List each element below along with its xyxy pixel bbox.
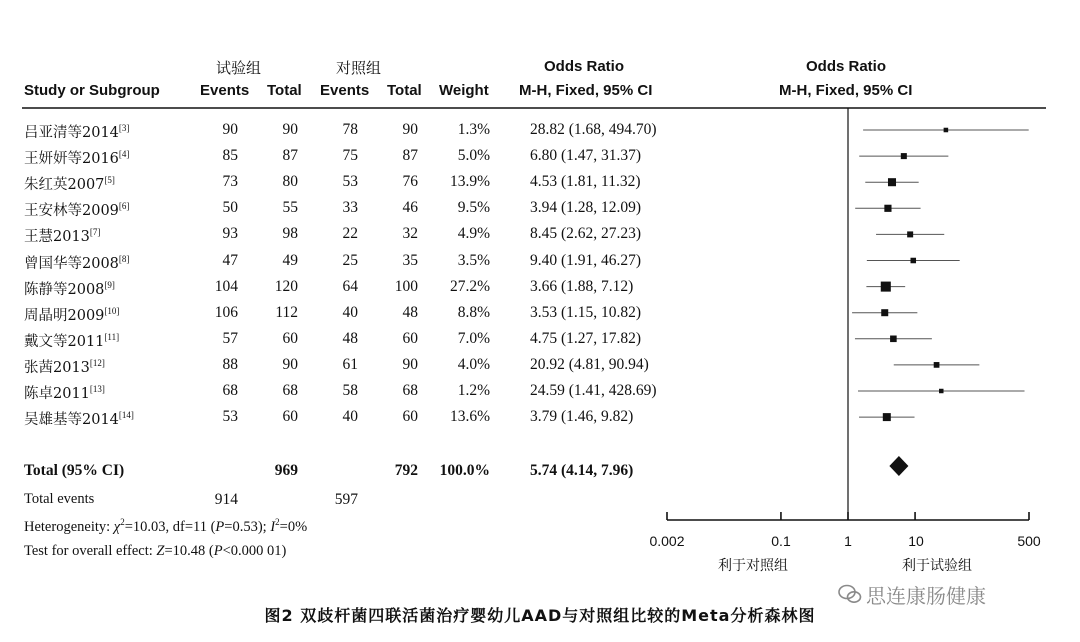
total-events-label: Total events <box>24 491 95 507</box>
total-label: Total (95% CI) <box>24 462 125 479</box>
study-point-estimate <box>888 178 896 186</box>
ctrl-events-header: Events <box>320 82 370 99</box>
weight-cell: 7.0% <box>457 330 490 347</box>
weight-cell: 5.0% <box>457 147 490 164</box>
ctrl-events-cell: 25 <box>342 252 358 269</box>
study-point-estimate <box>934 362 940 368</box>
weight-cell: 3.5% <box>457 252 490 269</box>
study-point-estimate <box>944 128 949 133</box>
exp-events-cell: 106 <box>214 304 238 321</box>
exp-events-cell: 47 <box>222 252 238 269</box>
weight-header: Weight <box>439 82 489 99</box>
tick-label-10: 10 <box>908 533 924 549</box>
favours-control-label: 利于对照组 <box>718 558 788 574</box>
study-reference: [12] <box>89 358 105 368</box>
ctrl-events-cell: 64 <box>342 278 358 295</box>
study-reference: [14] <box>118 410 134 420</box>
ctrl-total-header: Total <box>387 82 422 99</box>
study-reference: [9] <box>104 280 115 290</box>
weight-cell: 13.9% <box>449 173 490 190</box>
exp-total-cell: 90 <box>282 121 298 138</box>
odds-ratio-title-right: Odds Ratio <box>806 58 887 75</box>
study-point-estimate <box>901 153 907 159</box>
weight-cell: 27.2% <box>449 278 490 295</box>
or-ci-text-cell: 24.59 (1.41, 428.69) <box>530 382 657 399</box>
study-name-text: 周晶明2009 <box>24 308 105 324</box>
exp-total-cell: 60 <box>282 408 298 425</box>
or-ci-text-cell: 3.94 (1.28, 12.09) <box>530 199 642 216</box>
or-ci-text-cell: 28.82 (1.68, 494.70) <box>530 121 657 138</box>
study-reference: [5] <box>104 175 115 185</box>
exp-events-cell: 73 <box>222 173 238 190</box>
exp-events-header: Events <box>200 82 250 99</box>
tick-label-0.1: 0.1 <box>771 533 791 549</box>
ctrl-events-cell: 40 <box>342 408 358 425</box>
exp-total-cell: 98 <box>282 225 298 242</box>
ctrl-events-cell: 78 <box>342 121 358 138</box>
study-point-estimate <box>881 309 888 316</box>
weight-cell: 8.8% <box>457 304 490 321</box>
or-ci-text-cell: 3.79 (1.46, 9.82) <box>530 408 634 425</box>
ctrl-total-cell: 35 <box>402 252 418 269</box>
ctrl-events-cell: 75 <box>342 147 358 164</box>
study-point-estimate <box>890 336 897 343</box>
heterogeneity-text: Heterogeneity: $\chi^2=10.03$, df=11 (P=0.53); $I^2=0\%$ <box>24 517 308 535</box>
or-ci-text-cell: 3.66 (1.88, 7.12) <box>530 278 634 295</box>
ctrl-total-cell: 60 <box>402 408 418 425</box>
or-ci-text-cell: 6.80 (1.47, 31.37) <box>530 147 642 164</box>
study-reference: [7] <box>89 227 101 237</box>
experimental-group-header: 试验组 <box>216 59 262 77</box>
ctrl-total-cell: 76 <box>402 173 418 190</box>
study-name-text: 朱红英2007 <box>24 177 105 193</box>
ctrl-total-cell: 46 <box>402 199 418 216</box>
study-name-text: 王慧2013 <box>24 229 90 245</box>
exp-total-cell: 55 <box>282 199 298 216</box>
total-exp-total: 969 <box>274 462 298 479</box>
study-name-text: 王妍妍等2016 <box>24 151 119 167</box>
ctrl-events-cell: 53 <box>342 173 358 190</box>
exp-total-cell: 120 <box>274 278 298 295</box>
exp-total-cell: 90 <box>282 356 298 373</box>
ctrl-total-cell: 60 <box>402 330 418 347</box>
overall-effect-text: Test for overall effect: Z=10.48 (P<0.000 01) <box>24 543 287 559</box>
study-point-estimate <box>939 389 943 393</box>
study-reference: [13] <box>89 384 105 394</box>
or-ci-text-cell: 4.53 (1.81, 11.32) <box>530 173 641 190</box>
study-reference: [11] <box>104 332 120 342</box>
study-point-estimate <box>907 231 913 237</box>
ctrl-events-cell: 22 <box>342 225 358 242</box>
ctrl-total-cell: 87 <box>402 147 418 164</box>
total-events-exp: 914 <box>214 491 238 508</box>
tick-label-0.002: 0.002 <box>649 533 685 549</box>
watermark-text: 思连康肠健康 <box>866 584 986 608</box>
study-name-text: 陈卓2011 <box>24 386 90 402</box>
study-reference: [8] <box>118 254 130 264</box>
weight-cell: 13.6% <box>449 408 490 425</box>
favours-experimental-label: 利于试验组 <box>902 558 972 574</box>
weight-cell: 1.3% <box>457 121 490 138</box>
exp-events-cell: 88 <box>222 356 238 373</box>
wechat-icon <box>838 584 862 604</box>
exp-total-cell: 87 <box>282 147 298 164</box>
study-point-estimate <box>883 413 891 421</box>
total-ci-text: 5.74 (4.14, 7.96) <box>530 462 634 479</box>
exp-events-cell: 57 <box>222 330 238 347</box>
total-events-ctrl: 597 <box>334 491 358 508</box>
weight-cell: 4.0% <box>457 356 490 373</box>
weight-cell: 1.2% <box>457 382 490 399</box>
exp-total-cell: 68 <box>282 382 298 399</box>
exp-events-cell: 85 <box>222 147 238 164</box>
tick-label-500: 500 <box>1017 533 1041 549</box>
study-name-text: 吕亚清等2014 <box>24 125 119 141</box>
tick-label-1: 1 <box>844 533 852 549</box>
exp-events-cell: 53 <box>222 408 238 425</box>
study-reference: [3] <box>118 123 130 133</box>
total-weight: 100.0% <box>439 462 490 479</box>
study-name-text: 张茜2013 <box>24 360 90 376</box>
ctrl-total-cell: 68 <box>402 382 418 399</box>
ctrl-total-cell: 32 <box>402 225 418 242</box>
exp-events-cell: 90 <box>222 121 238 138</box>
total-ctrl-total: 792 <box>394 462 418 479</box>
exp-total-cell: 60 <box>282 330 298 347</box>
ctrl-events-cell: 61 <box>342 356 358 373</box>
exp-total-header: Total <box>267 82 302 99</box>
study-name-text: 王安林等2009 <box>24 203 119 219</box>
study-point-estimate <box>884 205 891 212</box>
exp-events-cell: 104 <box>214 278 238 295</box>
study-reference: [4] <box>118 149 130 159</box>
or-ci-text-cell: 3.53 (1.15, 10.82) <box>530 304 642 321</box>
study-point-estimate <box>881 282 891 292</box>
odds-ratio-title-left: Odds Ratio <box>544 58 625 75</box>
exp-total-cell: 80 <box>282 173 298 190</box>
ctrl-total-cell: 90 <box>402 356 418 373</box>
study-reference: [6] <box>118 201 130 211</box>
pooled-estimate-diamond <box>889 456 908 476</box>
ctrl-total-cell: 100 <box>394 278 418 295</box>
or-ci-text-cell: 4.75 (1.27, 17.82) <box>530 330 642 347</box>
ctrl-total-cell: 90 <box>402 121 418 138</box>
or-method-header-left: M-H, Fixed, 95% CI <box>519 82 653 99</box>
ctrl-total-cell: 48 <box>402 304 418 321</box>
ctrl-events-cell: 48 <box>342 330 358 347</box>
weight-cell: 4.9% <box>457 225 490 242</box>
study-name-text: 曾国华等2008 <box>24 256 119 272</box>
study-name-text: 吴雄基等2014 <box>24 412 119 428</box>
or-ci-text-cell: 20.92 (4.81, 90.94) <box>530 356 649 373</box>
study-point-estimate <box>910 258 916 264</box>
or-ci-text-cell: 8.45 (2.62, 27.23) <box>530 225 642 242</box>
ctrl-events-cell: 33 <box>342 199 358 216</box>
figure-caption: 图2 双歧杆菌四联活菌治疗婴幼儿AAD与对照组比较的Meta分析森林图 <box>264 606 816 625</box>
study-name-text: 陈静等2008 <box>24 282 105 298</box>
ctrl-events-cell: 58 <box>342 382 358 399</box>
weight-cell: 9.5% <box>457 199 490 216</box>
ctrl-events-cell: 40 <box>342 304 358 321</box>
exp-events-cell: 93 <box>222 225 238 242</box>
or-method-header-right: M-H, Fixed, 95% CI <box>779 82 913 99</box>
exp-total-cell: 49 <box>282 252 298 269</box>
exp-total-cell: 112 <box>275 304 298 321</box>
exp-events-cell: 50 <box>222 199 238 216</box>
control-group-header: 对照组 <box>336 59 382 77</box>
study-reference: [10] <box>104 306 120 316</box>
study-name-text: 戴文等2011 <box>24 334 105 350</box>
exp-events-cell: 68 <box>222 382 238 399</box>
study-column-header: Study or Subgroup <box>24 82 160 99</box>
or-ci-text-cell: 9.40 (1.91, 46.27) <box>530 252 642 269</box>
